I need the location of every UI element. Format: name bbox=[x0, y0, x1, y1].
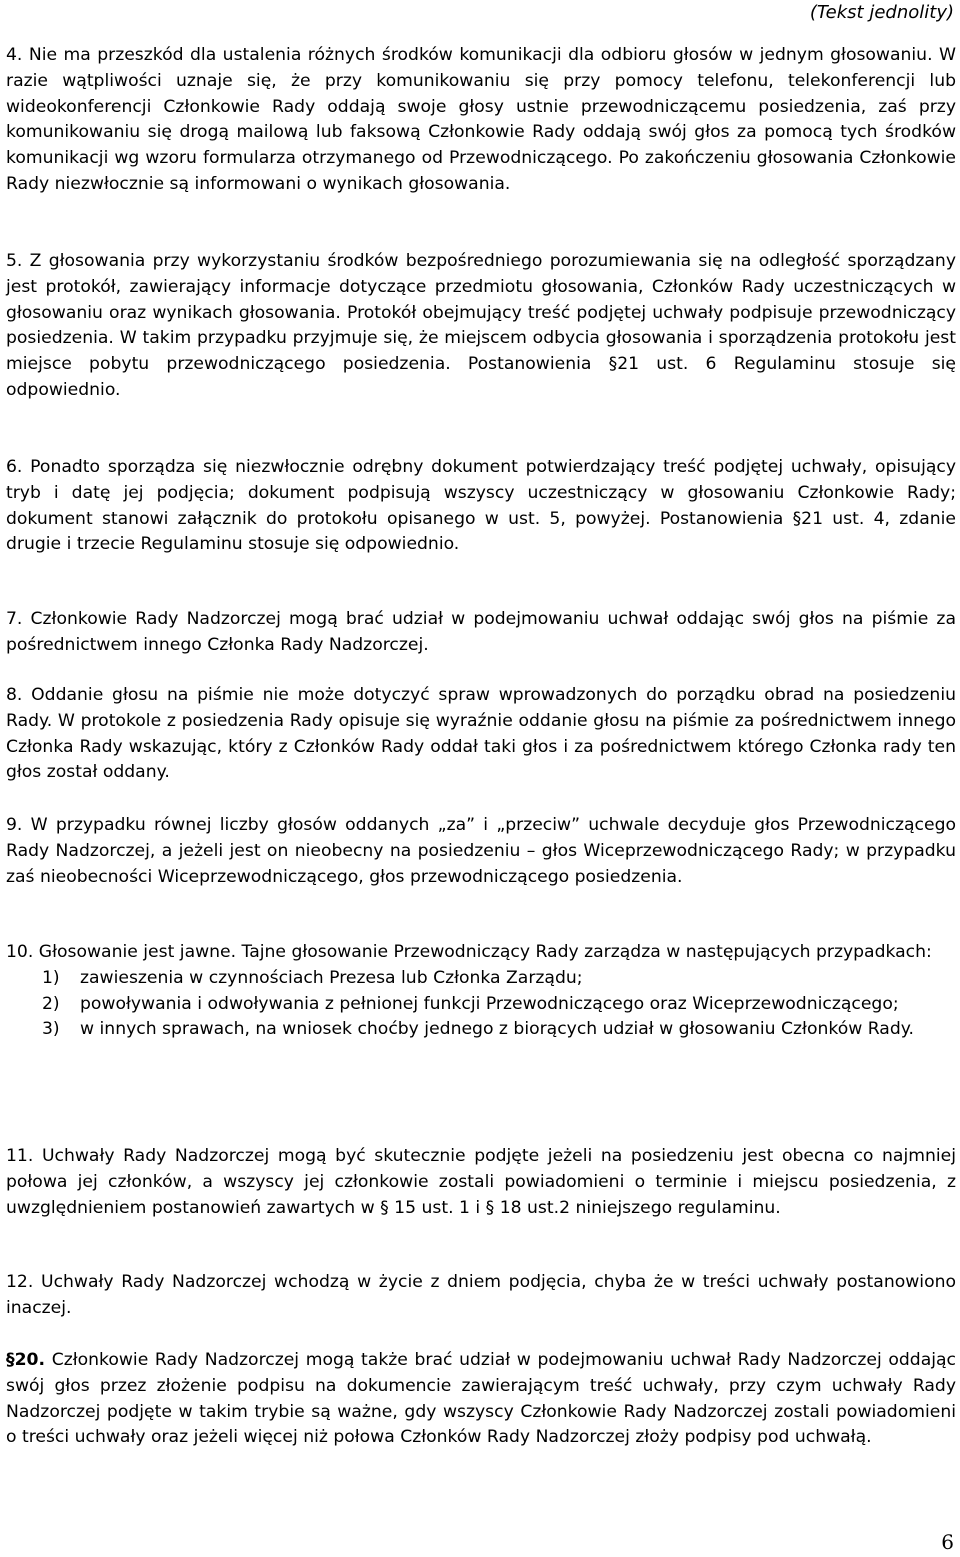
paragraph-4: 4. Nie ma przeszkód dla ustalenia różnych środków komunikacji dla odbioru głosów w jednym głosowaniu. W razie wątpliwości uznaje się, że przy komunikowaniu się przy pomocy telefonu, telekonferencji lub wideokonferencji Członkowie Rady oddają swoje głosy ustnie przewodniczącemu posiedzenia, zaś przy komunikowaniu się drogą mailową lub faksową Członkowie Rady oddają swój głos za pomocą tych środków komunikacji wg wzoru formularza otrzymanego od Przewodniczącego. Po zakończeniu głosowania Członkowie Rady niezwłocznie są informowani o wynikach głosowania. bbox=[6, 45, 956, 194]
paragraph-8: 8. Oddanie głosu na piśmie nie może dotyczyć spraw wprowadzonych do porządku obrad na posiedzeniu Rady. W protokole z posiedzenia Rady opisuje się wyraźnie oddanie głosu na piśmie za pośrednictwem innego Członka Rady wskazując, który z Członków Rady oddał taki głos i za pośrednictwem którego Członka rady ten głos został oddany. bbox=[6, 685, 956, 783]
list-item bbox=[6, 992, 932, 1018]
list-item-number: 3) bbox=[42, 1019, 60, 1040]
paragraph-6: 6. Ponadto sporządza się niezwłocznie odrębny dokument potwierdzający treść podjętej uchwały, opisujący tryb i datę jej podjęcia; dokument podpisują wszyscy uczestniczący w głosowaniu Członkowie Rady; dokument stanowi załącznik do protokołu opisanego w ust. 5, powyżej. Postanowienia §21 ust. 4, zdanie drugie i trzecie Regulaminu stosuje się odpowiednio. bbox=[6, 457, 956, 555]
list-item-number: 2) bbox=[42, 993, 60, 1014]
paragraph-11: 11. Uchwały Rady Nadzorczej mogą być skutecznie podjęte jeżeli na posiedzeniu jest obecna co najmniej połowa jej członków, a wszyscy jej członkowie zostali powiadomieni o terminie i miejscu posiedzenia, z uwzględnieniem postanowień zawartych w § 15 ust. 1 i § 18 ust.2 niniejszego regulaminu. bbox=[6, 1146, 956, 1218]
paragraph-section-20 bbox=[6, 1348, 956, 1451]
paragraph-10-block bbox=[6, 940, 932, 1043]
list-item-text: w innych sprawach, na wniosek choćby jednego z biorących udział w głosowaniu Członków Rady. bbox=[80, 1019, 914, 1040]
page-number: 6 bbox=[941, 1530, 954, 1554]
document-header: (Tekst jednolity) bbox=[809, 2, 954, 23]
paragraph-9: 9. W przypadku równej liczby głosów oddanych „za” i „przeciw” uchwale decyduje głos Przewodniczącego Rady Nadzorczej, a jeżeli jest on nieobecny na posiedzeniu – głos Wiceprzewodniczącego Rady; w przypadku zaś nieobecności Wiceprzewodniczącego, głos przewodniczącego posiedzenia. bbox=[6, 815, 956, 887]
section-20-label: §20. bbox=[6, 1350, 46, 1370]
list-item-text: powoływania i odwoływania z pełnionej funkcji Przewodniczącego oraz Wiceprzewodniczącego; bbox=[80, 993, 899, 1014]
secret-vote-cases-list bbox=[6, 966, 932, 1043]
paragraph-7: 7. Członkowie Rady Nadzorczej mogą brać udział w podejmowaniu uchwał oddając swój głos na piśmie za pośrednictwem innego Członka Rady Nadzorczej. bbox=[6, 609, 956, 655]
list-item-number: 1) bbox=[42, 967, 60, 988]
list-item bbox=[6, 966, 932, 992]
section-20-text: Członkowie Rady Nadzorczej mogą także brać udział w podejmowaniu uchwał Rady Nadzorczej oddając swój głos przez złożenie podpisu na dokumencie zawierającym treść uchwały, przy czym uchwały Rady Nadzorczej podjęte w takim trybie są ważne, gdy wszyscy Członkowie Rady Nadzorczej zostali powiadomieni o treści uchwały oraz jeżeli więcej niż połowa Członków Rady Nadzorczej złoży podpisy pod uchwałą. bbox=[6, 1350, 956, 1448]
paragraph-10: 10. Głosowanie jest jawne. Tajne głosowanie Przewodniczący Rady zarządza w następujących przypadkach: bbox=[6, 942, 932, 962]
paragraph-12: 12. Uchwały Rady Nadzorczej wchodzą w życie z dniem podjęcia, chyba że w treści uchwały postanowiono inaczej. bbox=[6, 1272, 956, 1318]
list-item-text: zawieszenia w czynnościach Prezesa lub Członka Zarządu; bbox=[80, 967, 583, 988]
paragraph-5: 5. Z głosowania przy wykorzystaniu środków bezpośredniego porozumiewania się na odległość sporządzany jest protokół, zawierający informacje dotyczące przedmiotu głosowania, Członków Rady uczestniczących w głosowaniu oraz wynikach głosowania. Protokół obejmujący treść podjętej uchwały podpisuje przewodniczący posiedzenia. W takim przypadku przyjmuje się, że miejscem odbycia głosowania i sporządzenia protokołu jest miejsce pobytu przewodniczącego posiedzenia. Postanowienia §21 ust. 6 Regulaminu stosuje się odpowiednio. bbox=[6, 251, 956, 400]
list-item bbox=[6, 1017, 932, 1043]
